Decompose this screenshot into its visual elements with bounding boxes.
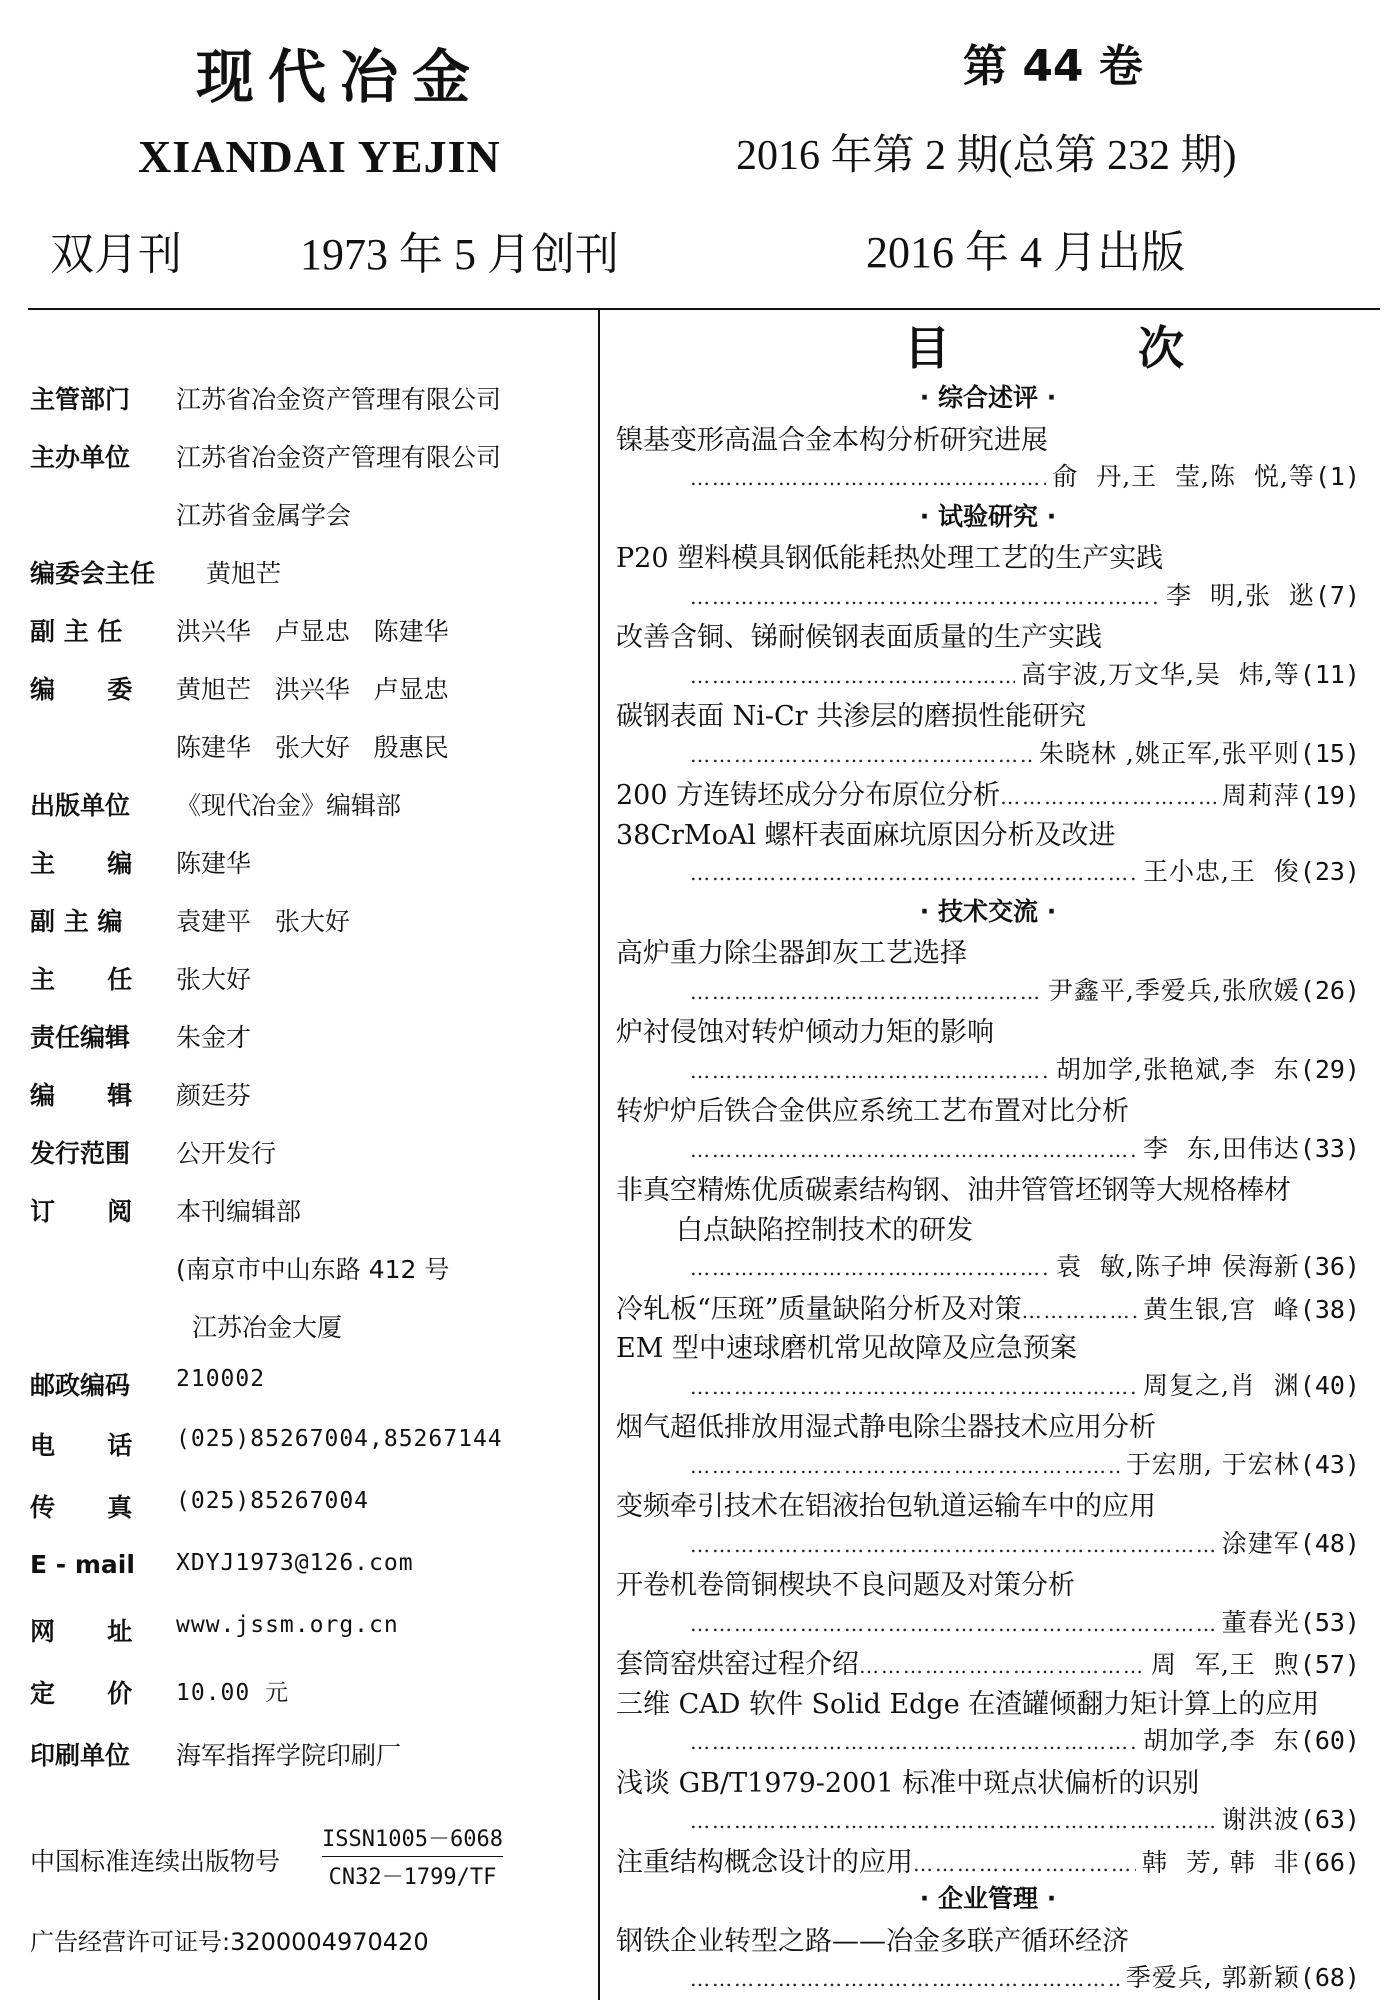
toc-heading: 目 次 [904, 321, 1271, 375]
masthead-label: 订 阅 [30, 1197, 133, 1226]
masthead-value: 10.00 元 [176, 1680, 290, 1706]
leader-dots [690, 585, 1160, 609]
leader-dots [690, 1256, 1050, 1280]
article-title[interactable]: 转炉炉后铁合金供应系统工艺布置对比分析 [616, 1096, 1129, 1127]
masthead-value: 海军指挥学院印刷厂 [176, 1741, 402, 1770]
toc-entry-byline [616, 457, 1360, 493]
article-title[interactable]: 烟气超低排放用湿式静电除尘器技术应用分析 [616, 1412, 1156, 1443]
masthead-label: 邮政编码 [30, 1371, 131, 1400]
article-title[interactable]: 改善含铜、锑耐候钢表面质量的生产实践 [616, 622, 1102, 653]
toc-entry-byline [616, 1603, 1360, 1639]
leader-dots [859, 1654, 1145, 1678]
masthead-value[interactable]: XDYJ1973@126.com [176, 1550, 414, 1576]
toc-entry-byline [616, 1721, 1360, 1757]
toc-section-heading: · 技术交流 · [919, 897, 1057, 926]
leader-dots [690, 980, 1042, 1004]
toc-section-heading: · 综合述评 · [919, 383, 1057, 412]
toc-entry-byline [616, 655, 1360, 691]
leader-dots [690, 1454, 1120, 1478]
issue-number: 2016 年第 2 期(总第 232 期) [736, 133, 1237, 179]
article-authors: 谢洪波 [1221, 1805, 1300, 1834]
page-number: (1) [1314, 462, 1360, 491]
toc-entry-byline [616, 576, 1360, 612]
article-title[interactable]: 镍基变形高温合金本构分析研究进展 [616, 425, 1048, 456]
masthead-label: 主办单位 [30, 443, 131, 472]
article-authors: 季爱兵, 郭新颖 [1125, 1963, 1300, 1992]
article-title[interactable]: 注重结构概念设计的应用 [616, 1847, 913, 1878]
article-authors: 董春光 [1221, 1608, 1300, 1637]
page-number: (68) [1299, 1963, 1360, 1992]
article-authors: 于宏朋, 于宏林 [1125, 1450, 1300, 1479]
volume-number: 第 44 卷 [963, 41, 1143, 92]
article-title[interactable]: 变频牵引技术在铝液抬包轨道运输车中的应用 [616, 1491, 1156, 1522]
leader-dots [1000, 785, 1216, 809]
article-title[interactable]: 高炉重力除尘器卸灰工艺选择 [616, 938, 967, 969]
leader-dots [690, 664, 1015, 688]
page-number: (60) [1299, 1726, 1360, 1755]
article-authors: 韩 芳, 韩 非 [1142, 1848, 1300, 1877]
masthead-value: 《现代冶金》编辑部 [176, 791, 402, 820]
toc-entry-byline [616, 1366, 1360, 1402]
article-title[interactable]: 冷轧板“压斑”质量缺陷分析及对策 [616, 1294, 1022, 1325]
leader-dots [690, 1612, 1216, 1636]
page-number: (15) [1299, 739, 1360, 768]
toc-entry[interactable] [616, 773, 1360, 812]
toc-entry[interactable] [616, 1642, 1360, 1681]
masthead-label: 定 价 [30, 1679, 133, 1708]
toc-entry-byline [616, 1129, 1360, 1165]
article-authors: 李 东,田伟达 [1142, 1134, 1300, 1163]
ad-license: 广告经营许可证号:3200004970420 [30, 1928, 429, 1956]
leader-dots [690, 1138, 1137, 1162]
page-number: (53) [1299, 1608, 1360, 1637]
masthead-value: (025)85267004 [176, 1488, 370, 1514]
masthead-value: 袁建平 张大好 [176, 907, 350, 936]
masthead-label: 印刷单位 [30, 1741, 131, 1770]
page-number: (38) [1299, 1295, 1360, 1324]
toc-entry-byline [616, 1050, 1360, 1086]
masthead-label: 副 主 任 [30, 617, 123, 646]
article-title[interactable]: 钢铁企业转型之路——冶金多联产循环经济 [616, 1926, 1129, 1957]
publication-frequency: 双月刊 [50, 230, 182, 279]
masthead-label: 编委会主任 [30, 559, 156, 588]
article-authors: 周莉萍 [1221, 781, 1300, 810]
toc-entry-byline [616, 971, 1360, 1007]
toc-entry-byline [616, 1247, 1360, 1283]
column-divider [598, 310, 600, 2000]
article-title[interactable]: 炉衬侵蚀对转炉倾动力矩的影响 [616, 1017, 994, 1048]
leader-dots [690, 466, 1046, 490]
page-number: (36) [1299, 1252, 1360, 1281]
article-title[interactable]: 浅谈 GB/T1979-2001 标准中斑点状偏析的识别 [616, 1768, 1200, 1799]
toc-entry-byline [616, 852, 1360, 888]
article-authors: 胡加学,李 东 [1142, 1726, 1300, 1755]
masthead-value: 210002 [176, 1366, 266, 1392]
masthead-label: 网 址 [30, 1617, 133, 1646]
masthead-label: 传 真 [30, 1493, 133, 1522]
page-number: (66) [1299, 1848, 1360, 1877]
serial-label: 中国标准连续出版物号 [30, 1847, 281, 1876]
leader-dots [690, 861, 1137, 885]
article-authors: 王小忠,王 俊 [1142, 857, 1300, 886]
issn-number: ISSN1005－6068 [322, 1822, 503, 1857]
article-title[interactable]: 200 方连铸坯成分分布原位分析 [616, 780, 1001, 811]
toc-entry-byline [616, 1800, 1360, 1836]
article-title[interactable]: 38CrMoAl 螺杆表面麻坑原因分析及改进 [616, 820, 1116, 851]
masthead-value: 江苏省冶金资产管理有限公司 [176, 385, 502, 414]
masthead-label: 编 委 [30, 675, 133, 704]
masthead-label: E - mail [30, 1550, 135, 1579]
article-authors: 李 明,张 逖 [1166, 581, 1315, 610]
page-number: (63) [1299, 1805, 1360, 1834]
masthead-value: 江苏省冶金资产管理有限公司 [176, 443, 502, 472]
publication-date: 2016 年 4 月出版 [866, 228, 1185, 277]
leader-dots [913, 1852, 1136, 1876]
masthead-label: 发行范围 [30, 1139, 131, 1168]
article-title[interactable]: 碳钢表面 Ni-Cr 共渗层的磨损性能研究 [616, 701, 1087, 732]
page-number: (23) [1299, 857, 1360, 886]
journal-title-cn: 现代冶金 [196, 43, 485, 111]
masthead-label: 主 任 [30, 965, 133, 994]
masthead-value: 陈建华 [176, 849, 252, 878]
toc-entry[interactable] [616, 1840, 1360, 1879]
masthead-label: 责任编辑 [30, 1023, 131, 1052]
masthead-value: 陈建华 张大好 殷惠民 [176, 733, 449, 762]
article-title[interactable]: P20 塑料模具钢低能耗热处理工艺的生产实践 [616, 543, 1164, 574]
leader-dots [690, 1375, 1137, 1399]
toc-section-heading: · 企业管理 · [919, 1884, 1057, 1913]
toc-entry-byline [616, 1445, 1360, 1481]
masthead-label: 副 主 编 [30, 907, 123, 936]
leader-dots [690, 743, 1033, 767]
leader-dots [690, 1967, 1120, 1991]
header-divider [28, 308, 1380, 310]
article-title[interactable]: EM 型中速球磨机常见故障及应急预案 [616, 1333, 1077, 1364]
masthead-value: 本刊编辑部 [176, 1197, 302, 1226]
masthead-label: 编 辑 [30, 1081, 133, 1110]
page-number: (7) [1314, 581, 1360, 610]
leader-dots [690, 1533, 1216, 1557]
masthead-label: 主管部门 [30, 385, 131, 414]
page-number: (43) [1299, 1450, 1360, 1479]
toc-entry[interactable] [616, 1287, 1360, 1326]
page-number: (33) [1299, 1134, 1360, 1163]
article-authors: 黄生银,宫 峰 [1142, 1295, 1300, 1324]
page-number: (11) [1299, 660, 1360, 689]
article-authors: 高宇波,万文华,吴 炜,等 [1021, 660, 1300, 689]
article-authors: 尹鑫平,季爱兵,张欣媛 [1047, 976, 1300, 1005]
article-authors: 俞 丹,王 莹,陈 悦,等 [1052, 462, 1315, 491]
masthead-value: 江苏冶金大厦 [192, 1313, 343, 1342]
page-number: (19) [1299, 781, 1360, 810]
article-authors: 袁 敏,陈子坤 侯海新 [1055, 1252, 1300, 1281]
article-authors: 胡加学,张艳斌,李 东 [1055, 1055, 1300, 1084]
toc-entry-byline [616, 734, 1360, 770]
toc-entry-byline [616, 1524, 1360, 1560]
article-title[interactable]: 非真空精炼优质碳素结构钢、油井管管坯钢等大规格棒材 [616, 1175, 1291, 1206]
article-authors: 朱晓林 ,姚正军,张平则 [1038, 739, 1300, 768]
page-number: (40) [1299, 1371, 1360, 1400]
masthead-value: 黄旭芒 [206, 559, 282, 588]
masthead-label: 电 话 [30, 1431, 133, 1460]
page-number: (57) [1299, 1650, 1360, 1679]
masthead-value: 洪兴华 卢显忠 陈建华 [176, 617, 449, 646]
masthead-value: 公开发行 [176, 1139, 277, 1168]
leader-dots [690, 1809, 1216, 1833]
toc-section-heading: · 试验研究 · [919, 502, 1057, 531]
article-authors: 周 军,王 煦 [1151, 1650, 1300, 1679]
masthead-value: (025)85267004,85267144 [176, 1426, 503, 1452]
toc-entry-byline [616, 1958, 1360, 1994]
article-authors: 周复之,肖 渊 [1142, 1371, 1300, 1400]
masthead-label: 主 编 [30, 849, 133, 878]
masthead-value: 黄旭芒 洪兴华 卢显忠 [176, 675, 449, 704]
article-title-continued[interactable]: 白点缺陷控制技术的研发 [676, 1215, 973, 1246]
leader-dots [690, 1730, 1137, 1754]
masthead-value: 张大好 [176, 965, 252, 994]
cn-number: CN32－1799/TF [328, 1865, 497, 1890]
founded-date: 1973 年 5 月创刊 [300, 230, 619, 279]
serial-number-block [322, 1822, 503, 1891]
page-number: (48) [1299, 1529, 1360, 1558]
masthead-value[interactable]: www.jssm.org.cn [176, 1612, 399, 1638]
leader-dots [1022, 1299, 1137, 1323]
masthead-value: 江苏省金属学会 [176, 501, 352, 530]
masthead-label: 出版单位 [30, 791, 131, 820]
article-authors: 涂建军 [1221, 1529, 1300, 1558]
masthead-value: 朱金才 [176, 1023, 252, 1052]
leader-dots [690, 1059, 1050, 1083]
page-number: (26) [1299, 976, 1360, 1005]
masthead-value: 颜廷芬 [176, 1081, 252, 1110]
masthead-value: (南京市中山东路 412 号 [176, 1255, 450, 1284]
page-number: (29) [1299, 1055, 1360, 1084]
article-title[interactable]: 三维 CAD 软件 Solid Edge 在渣罐倾翻力矩计算上的应用 [616, 1689, 1320, 1720]
article-title[interactable]: 套筒窑烘窑过程介绍 [616, 1649, 859, 1680]
journal-title-en: XIANDAI YEJIN [138, 131, 501, 182]
article-title[interactable]: 开卷机卷筒铜楔块不良问题及对策分析 [616, 1570, 1075, 1601]
